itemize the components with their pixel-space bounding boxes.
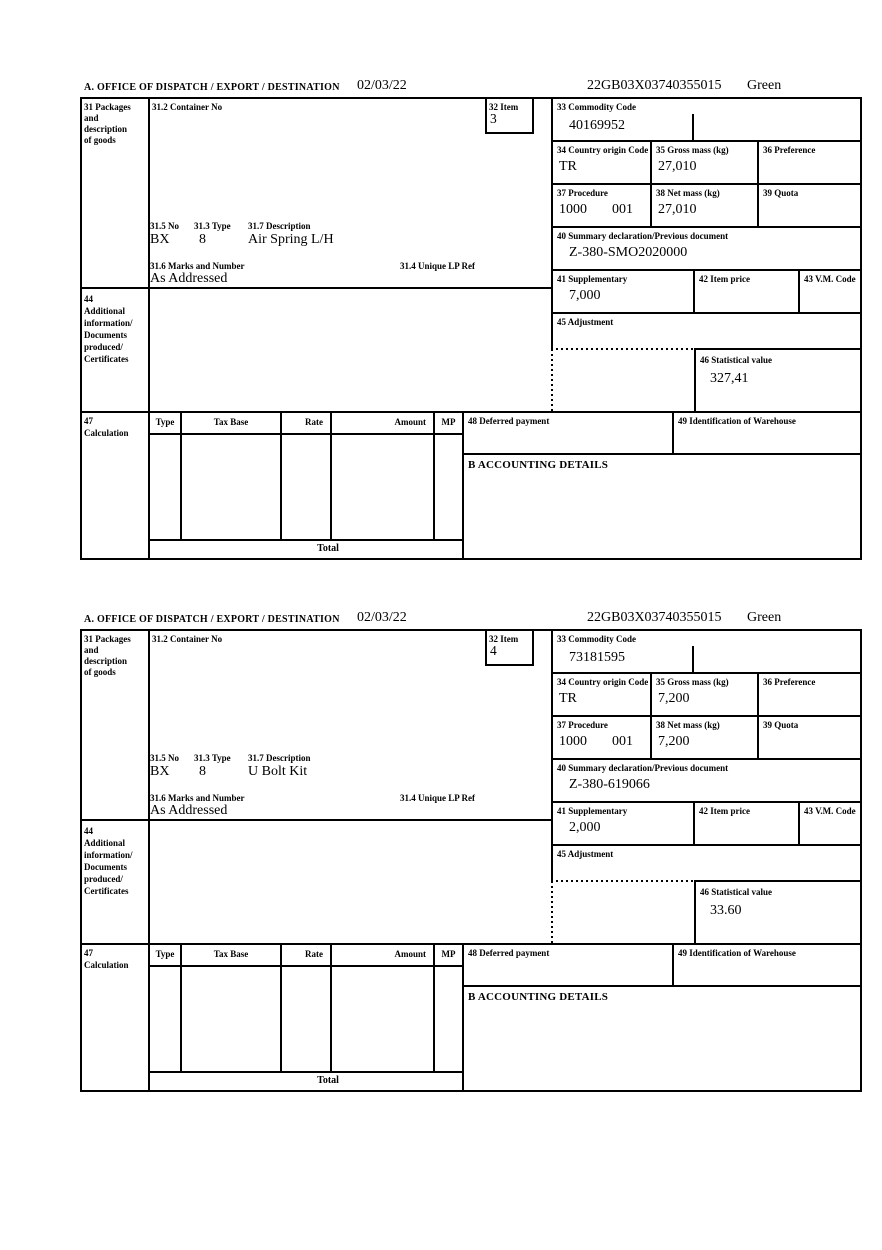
- calc-header-mp: MP: [441, 417, 456, 427]
- box46-statistical-label: 46 Statistical value: [700, 355, 772, 365]
- box43-vm-code-label: 43 V.M. Code: [804, 806, 856, 816]
- calc-header-mp: MP: [441, 949, 456, 959]
- box37-procedure-label: 37 Procedure: [557, 188, 608, 198]
- form-grid-lines: [80, 75, 862, 561]
- gross-mass-value: 27,010: [658, 159, 697, 174]
- box34-origin-label: 34 Country origin Code: [557, 677, 649, 687]
- routing-status: Green: [747, 78, 782, 93]
- box31-6-marks-label: 31.6 Marks and Number: [150, 261, 245, 271]
- box31-2-container-label: 31.2 Container No: [152, 634, 223, 644]
- package-type-value: 8: [199, 764, 206, 779]
- label-line: Certificates: [84, 886, 129, 896]
- label-line: Certificates: [84, 354, 129, 364]
- item-number-value: 3: [490, 111, 497, 126]
- office-of-dispatch-label: A. OFFICE OF DISPATCH / EXPORT / DESTINATION: [84, 614, 340, 625]
- box34-origin-label: 34 Country origin Code: [557, 145, 649, 155]
- statistical-value: 33.60: [710, 903, 742, 918]
- box41-supplementary-label: 41 Supplementary: [557, 274, 628, 284]
- label-line: description: [84, 656, 128, 666]
- calc-header-rate: Rate: [305, 949, 323, 959]
- label-line: produced/: [84, 874, 123, 884]
- form-grid-lines: [80, 607, 862, 1093]
- routing-status: Green: [747, 610, 782, 625]
- box45-adjustment-label: 45 Adjustment: [557, 317, 614, 327]
- box35-gross-mass-label: 35 Gross mass (kg): [656, 145, 729, 155]
- box48-deferred-payment-label: 48 Deferred payment: [468, 948, 550, 958]
- package-count-value: BX: [150, 232, 170, 247]
- box36-preference-label: 36 Preference: [763, 145, 816, 155]
- supplementary-value: 7,000: [569, 288, 601, 303]
- declaration-date: 02/03/22: [357, 610, 407, 625]
- calc-header-amount: Amount: [394, 949, 426, 959]
- box45-adjustment-label: 45 Adjustment: [557, 849, 614, 859]
- calc-total-label: Total: [317, 543, 339, 554]
- country-origin-value: TR: [559, 691, 577, 706]
- declaration-date: 02/03/22: [357, 78, 407, 93]
- net-mass-value: 27,010: [658, 202, 697, 217]
- box49-warehouse-label: 49 Identification of Warehouse: [678, 948, 796, 958]
- label-line: 31 Packages: [84, 102, 131, 112]
- box31-2-container-label: 31.2 Container No: [152, 102, 223, 112]
- label-line: 47: [84, 948, 93, 958]
- label-line: Calculation: [84, 960, 129, 970]
- calc-header-amount: Amount: [394, 417, 426, 427]
- package-count-value: BX: [150, 764, 170, 779]
- label-line: Additional: [84, 838, 126, 848]
- box35-gross-mass-label: 35 Gross mass (kg): [656, 677, 729, 687]
- calc-header-type: Type: [155, 949, 175, 959]
- box31-packages-label: [84, 102, 131, 146]
- procedure-code2-value: 001: [612, 202, 633, 217]
- procedure-code-value: 1000: [559, 734, 587, 749]
- box31-4-lp-ref-label: 31.4 Unique LP Ref: [400, 261, 476, 271]
- label-line: and: [84, 113, 99, 123]
- box46-statistical-label: 46 Statistical value: [700, 887, 772, 897]
- statistical-value: 327,41: [710, 371, 749, 386]
- box37-procedure-label: 37 Procedure: [557, 720, 608, 730]
- box42-item-price-label: 42 Item price: [699, 274, 750, 284]
- office-of-dispatch-label: A. OFFICE OF DISPATCH / EXPORT / DESTINATION: [84, 82, 340, 93]
- box33-commodity-label: 33 Commodity Code: [557, 634, 636, 644]
- label-line: Additional: [84, 306, 126, 316]
- box39-quota-label: 39 Quota: [763, 188, 799, 198]
- commodity-code-value: 40169952: [569, 118, 625, 133]
- box48-deferred-payment-label: 48 Deferred payment: [468, 416, 550, 426]
- supplementary-value: 2,000: [569, 820, 601, 835]
- previous-document-value: Z-380-619066: [569, 777, 650, 792]
- box47-calculation-label: [84, 947, 129, 971]
- box31-5-no-label: 31.5 No: [150, 753, 179, 763]
- box39-quota-label: 39 Quota: [763, 720, 799, 730]
- mrn-number: 22GB03X03740355015: [587, 610, 722, 625]
- accounting-details-label: B ACCOUNTING DETAILS: [468, 459, 609, 471]
- mrn-number: 22GB03X03740355015: [587, 78, 722, 93]
- item-number-value: 4: [490, 643, 497, 658]
- marks-numbers-value: As Addressed: [150, 803, 228, 818]
- box44-additional-info-label: [84, 825, 133, 897]
- box31-7-description-label: 31.7 Description: [248, 753, 311, 763]
- label-line: information/: [84, 318, 133, 328]
- declaration-item-section: [80, 607, 862, 1093]
- commodity-code-value: 73181595: [569, 650, 625, 665]
- box40-previous-doc-label: 40 Summary declaration/Previous document: [557, 231, 729, 241]
- calc-header-type: Type: [155, 417, 175, 427]
- box33-commodity-label: 33 Commodity Code: [557, 102, 636, 112]
- country-origin-value: TR: [559, 159, 577, 174]
- label-line: of goods: [84, 135, 116, 145]
- label-line: and: [84, 645, 99, 655]
- box49-warehouse-label: 49 Identification of Warehouse: [678, 416, 796, 426]
- label-line: 47: [84, 416, 93, 426]
- label-line: of goods: [84, 667, 116, 677]
- procedure-code-value: 1000: [559, 202, 587, 217]
- calc-header-tax-base: Tax Base: [213, 949, 249, 959]
- box47-calculation-label: [84, 415, 129, 439]
- label-line: description: [84, 124, 128, 134]
- box40-previous-doc-label: 40 Summary declaration/Previous document: [557, 763, 729, 773]
- box32-item-label: 32 Item: [489, 102, 519, 112]
- calc-header-rate: Rate: [305, 417, 323, 427]
- calc-header-tax-base: Tax Base: [213, 417, 249, 427]
- declaration-item-section: [80, 75, 862, 561]
- gross-mass-value: 7,200: [658, 691, 690, 706]
- box31-packages-label: [84, 634, 131, 678]
- box31-4-lp-ref-label: 31.4 Unique LP Ref: [400, 793, 476, 803]
- label-line: 31 Packages: [84, 634, 131, 644]
- box42-item-price-label: 42 Item price: [699, 806, 750, 816]
- box31-3-type-label: 31.3 Type: [194, 753, 231, 763]
- box38-net-mass-label: 38 Net mass (kg): [656, 188, 720, 198]
- label-line: 44: [84, 294, 93, 304]
- label-line: produced/: [84, 342, 123, 352]
- accounting-details-label: B ACCOUNTING DETAILS: [468, 991, 609, 1003]
- label-line: 44: [84, 826, 93, 836]
- box36-preference-label: 36 Preference: [763, 677, 816, 687]
- procedure-code2-value: 001: [612, 734, 633, 749]
- box44-additional-info-label: [84, 293, 133, 365]
- box31-7-description-label: 31.7 Description: [248, 221, 311, 231]
- previous-document-value: Z-380-SMO2020000: [569, 245, 688, 260]
- calc-total-label: Total: [317, 1075, 339, 1086]
- box31-6-marks-label: 31.6 Marks and Number: [150, 793, 245, 803]
- goods-description-value: U Bolt Kit: [248, 764, 308, 779]
- box41-supplementary-label: 41 Supplementary: [557, 806, 628, 816]
- label-line: Calculation: [84, 428, 129, 438]
- label-line: information/: [84, 850, 133, 860]
- marks-numbers-value: As Addressed: [150, 271, 228, 286]
- box32-item-label: 32 Item: [489, 634, 519, 644]
- box38-net-mass-label: 38 Net mass (kg): [656, 720, 720, 730]
- box31-5-no-label: 31.5 No: [150, 221, 179, 231]
- net-mass-value: 7,200: [658, 734, 690, 749]
- goods-description-value: Air Spring L/H: [248, 232, 334, 247]
- box43-vm-code-label: 43 V.M. Code: [804, 274, 856, 284]
- package-type-value: 8: [199, 232, 206, 247]
- box31-3-type-label: 31.3 Type: [194, 221, 231, 231]
- label-line: Documents: [84, 330, 127, 340]
- label-line: Documents: [84, 862, 127, 872]
